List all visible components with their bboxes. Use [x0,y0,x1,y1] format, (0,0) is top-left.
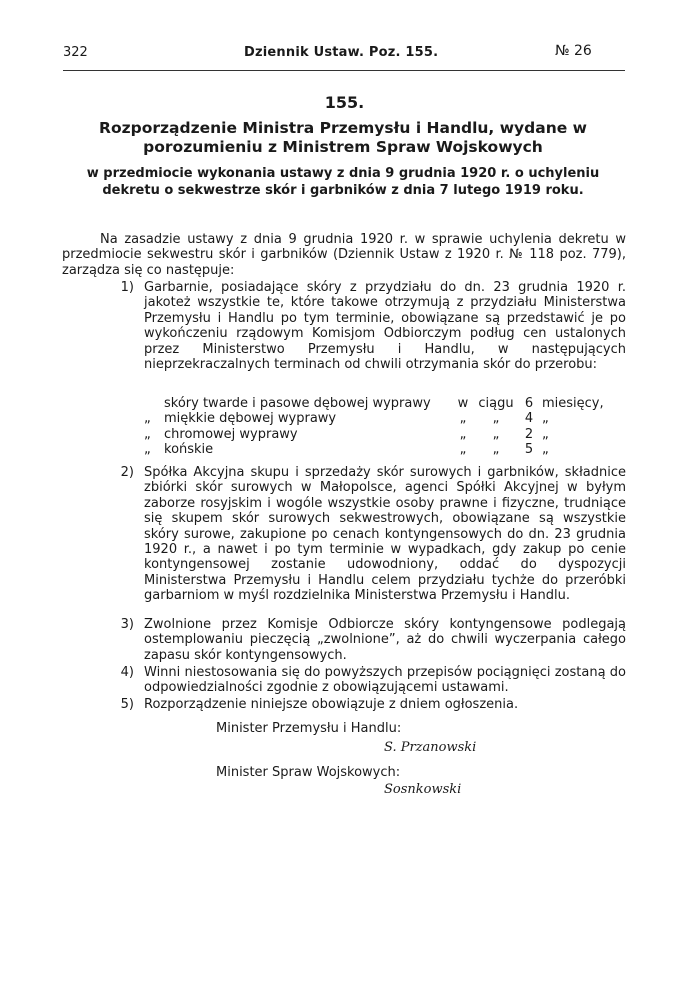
item-text: Garbarnie, posiadające skóry z przydziału do dn. 23 grudnia 1920 r. jakoteż wszystkie te, które takowe otrzymują z przydziału Ministerstwa Przemysłu i Handlu po tym terminie, obowiązane są przedstawić je po wykończeniu rządowym Komisjom Odbiorczym podług cen ustalonych przez Ministerstwo Przemysłu i Handlu, w następujących nieprzekraczalnych terminach od chwili otrzymania skór do przerobu: [144,280,626,373]
signatory-name: S. Przanowski [384,740,477,755]
journal-title: Dziennik Ustaw. Poz. 155. [244,45,439,60]
months-value: 6 [524,396,534,411]
hide-type: końskie [164,442,214,458]
ditto-mark: „ [144,411,151,427]
table-row [144,411,614,426]
ditto-2: „ [492,411,500,427]
intro-paragraph: Na zasadzie ustawy z dnia 9 grudnia 1920 r. w sprawie uchylenia dekretu w przedmiocie sekwestru skór i garbników (Dziennik Ustaw z 1920 r. № 118 poz. 779), zarządza się co następuje: [62,232,626,278]
list-item [62,665,626,696]
ditto-mark: „ [144,426,151,442]
page-number: 322 [63,45,88,60]
months-value: 4 [524,411,534,427]
hide-type: miękkie dębowej wyprawy [164,411,337,427]
signatory-role: Minister Spraw Wojskowych: [216,765,401,780]
table-row [144,427,614,442]
unit-label: miesięcy, [542,396,604,411]
ditto-2: ciągu [478,396,514,411]
item-marker: 3) [120,617,134,632]
issue-number: № 26 [555,43,592,59]
item-text: Spółka Akcyjna skupu i sprzedaży skór surowych i garbników, składnice zbiórki skór surowych w Małopolsce, agenci Spółki Akcyjnej w byłym zaborze rosyjskim i wogóle wszystkie osoby prawne i fizyczne, trudniące się skupem skór surowych sekwestrowych, obowiązane są wszystkie skóry surowe, zakupione po cenach kontyngensowych do dn. 23 grudnia 1920 r., a nawet i po tym terminie w wypadkach, gdy zakup po cenie kontyngensowej zostanie udowodniony, oddać do dyspozycji Ministerstwa Przemysłu i Handlu celem przydziału tychże do przeróbki garbarniom w myśl rozdzielnika Ministerstwa Przemysłu i Handlu. [144,465,626,604]
ditto-1: „ [459,411,467,427]
list-item [62,280,626,372]
hides-deadline-table [144,396,614,458]
ditto-2: „ [492,442,500,458]
list-item [62,697,626,712]
hide-type: chromowej wyprawy [164,426,298,442]
signatory-name: Sosnkowski [384,782,462,797]
list-item [62,465,626,604]
running-header [63,43,623,65]
item-marker: 2) [120,465,134,480]
months-value: 2 [524,426,534,442]
table-row [144,442,614,457]
ditto-mark [144,396,164,411]
item-marker: 1) [120,280,134,295]
list-item [62,617,626,663]
item-text: Winni niestosowania się do powyższych przepisów pociągnięci zostaną do odpowiedzialności zgodnie z obowiązującemi ustawami. [144,665,626,696]
hide-type: skóry twarde i pasowe dębowej wyprawy [164,396,431,411]
article-number: 155. [324,93,365,112]
ditto-1: „ [459,426,467,442]
table-row [144,396,614,411]
regulation-subtitle: w przedmiocie wykonania ustawy z dnia 9 grudnia 1920 r. o uchyleniu dekretu o sekwestrze skór i garbników z dnia 7 lutego 1919 roku. [86,166,600,198]
item-marker: 4) [120,665,134,680]
unit-label: „ [542,411,549,427]
ditto-mark: „ [144,442,151,458]
ditto-1: „ [459,442,467,458]
item-text: Zwolnione przez Komisje Odbiorcze skóry kontyngensowe podlegają ostemplowaniu pieczęcią „zwolnione”, aż do chwili wyczerpania całego zapasu skór kontyngensowych. [144,617,626,663]
item-text: Rozporządzenie niniejsze obowiązuje z dniem ogłoszenia. [144,697,519,712]
ditto-1: w [457,396,469,411]
months-value: 5 [524,442,534,458]
unit-label: „ [542,442,549,458]
header-rule [63,70,625,71]
item-marker: 5) [120,697,134,712]
signatory-role: Minister Przemysłu i Handlu: [216,721,402,736]
unit-label: „ [542,426,549,442]
ditto-2: „ [492,426,500,442]
regulation-title: Rozporządzenie Ministra Przemysłu i Handlu, wydane w porozumieniu z Ministrem Spraw Wojskowych [99,119,587,156]
